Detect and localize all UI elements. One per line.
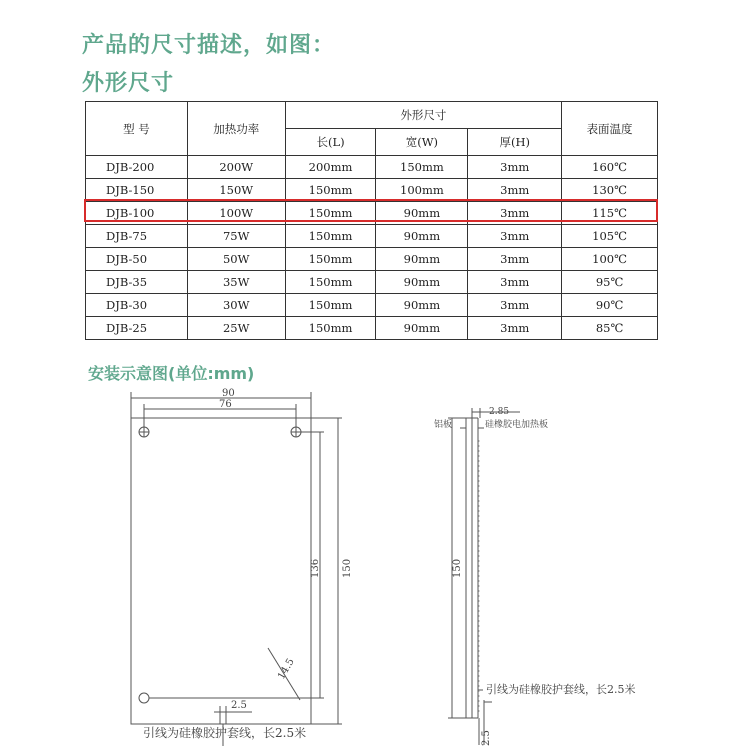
side-dim-150-label: 150 — [452, 558, 463, 578]
header-length: 长(L) — [285, 129, 376, 156]
cell-model: DJB-35 — [86, 271, 188, 294]
mount-hole-bottom-left — [139, 693, 149, 703]
cell-thickness: 3mm — [468, 156, 562, 179]
cell-power: 200W — [187, 156, 285, 179]
cell-model: DJB-50 — [86, 248, 188, 271]
cell-length: 150mm — [285, 317, 376, 340]
cell-width: 90mm — [376, 248, 468, 271]
cell-length: 150mm — [285, 271, 376, 294]
cell-length: 150mm — [285, 202, 376, 225]
page-heading: 产品的尺寸描述，如图： — [82, 33, 336, 58]
cell-power: 150W — [187, 179, 285, 202]
cell-power: 30W — [187, 294, 285, 317]
cell-model: DJB-200 — [86, 156, 188, 179]
header-model: 型 号 — [86, 102, 188, 156]
cell-model: DJB-25 — [86, 317, 188, 340]
install-heading: 安装示意图(单位:mm) — [88, 364, 255, 383]
cell-length: 200mm — [285, 156, 376, 179]
cell-thickness: 3mm — [468, 179, 562, 202]
cell-temp: 100℃ — [562, 248, 658, 271]
cell-width: 90mm — [376, 225, 468, 248]
table-row — [86, 317, 658, 340]
cell-temp: 115℃ — [562, 202, 658, 225]
side-lead-note: 引线为硅橡胶护套线，长2.5米 — [486, 683, 636, 696]
cell-thickness: 3mm — [468, 317, 562, 340]
cell-thickness: 3mm — [468, 271, 562, 294]
cell-temp: 130℃ — [562, 179, 658, 202]
header-width: 宽(W) — [376, 129, 468, 156]
header-size-group: 外形尺寸 — [285, 102, 562, 129]
table-body — [86, 156, 658, 340]
header-thickness: 厚(H) — [468, 129, 562, 156]
dimensions-heading: 外形尺寸 — [82, 71, 175, 96]
dim-lead-label: 2.5 — [231, 700, 247, 711]
cell-length: 150mm — [285, 225, 376, 248]
cell-thickness: 3mm — [468, 248, 562, 271]
cell-width: 100mm — [376, 179, 468, 202]
cell-power: 25W — [187, 317, 285, 340]
header-temp: 表面温度 — [562, 102, 658, 156]
cell-power: 50W — [187, 248, 285, 271]
table-row — [86, 294, 658, 317]
dim-90-label: 90 — [222, 388, 235, 399]
cell-model: DJB-150 — [86, 179, 188, 202]
cell-width: 90mm — [376, 271, 468, 294]
cell-length: 150mm — [285, 248, 376, 271]
table-row — [86, 271, 658, 294]
table-row — [86, 202, 658, 225]
aluminum-plate-label: 铝板 — [434, 420, 453, 430]
cell-temp: 85℃ — [562, 317, 658, 340]
cell-width: 90mm — [376, 294, 468, 317]
cell-model: DJB-75 — [86, 225, 188, 248]
cell-thickness: 3mm — [468, 225, 562, 248]
side-thickness-label: 2.85 — [489, 407, 510, 417]
cell-temp: 95℃ — [562, 271, 658, 294]
table-row — [86, 156, 658, 179]
cell-temp: 105℃ — [562, 225, 658, 248]
table-row — [86, 225, 658, 248]
side-dim-lead-label: 2.5 — [481, 730, 492, 746]
front-lead-note: 引线为硅橡胶护套线，长2.5米 — [143, 726, 307, 740]
dim-76-label: 76 — [219, 399, 232, 410]
cell-power: 100W — [187, 202, 285, 225]
header-power: 加热功率 — [187, 102, 285, 156]
heater-plate-label: 硅橡胶电加热板 — [485, 420, 549, 430]
cell-power: 75W — [187, 225, 285, 248]
dim-hole-label: 14.5 — [276, 656, 297, 682]
cell-temp: 160℃ — [562, 156, 658, 179]
cell-width: 90mm — [376, 317, 468, 340]
table-row — [86, 248, 658, 271]
cell-temp: 90℃ — [562, 294, 658, 317]
dim-150-label: 150 — [342, 558, 353, 578]
table-row — [86, 179, 658, 202]
cell-width: 90mm — [376, 202, 468, 225]
dim-136-label: 136 — [310, 558, 321, 578]
cell-model: DJB-30 — [86, 294, 188, 317]
install-drawing — [0, 380, 750, 750]
spec-table — [85, 101, 658, 340]
cell-width: 150mm — [376, 156, 468, 179]
cell-length: 150mm — [285, 294, 376, 317]
table-header-row — [86, 102, 658, 129]
cell-model: DJB-100 — [86, 202, 188, 225]
cell-thickness: 3mm — [468, 202, 562, 225]
cell-power: 35W — [187, 271, 285, 294]
cell-thickness: 3mm — [468, 294, 562, 317]
cell-length: 150mm — [285, 179, 376, 202]
